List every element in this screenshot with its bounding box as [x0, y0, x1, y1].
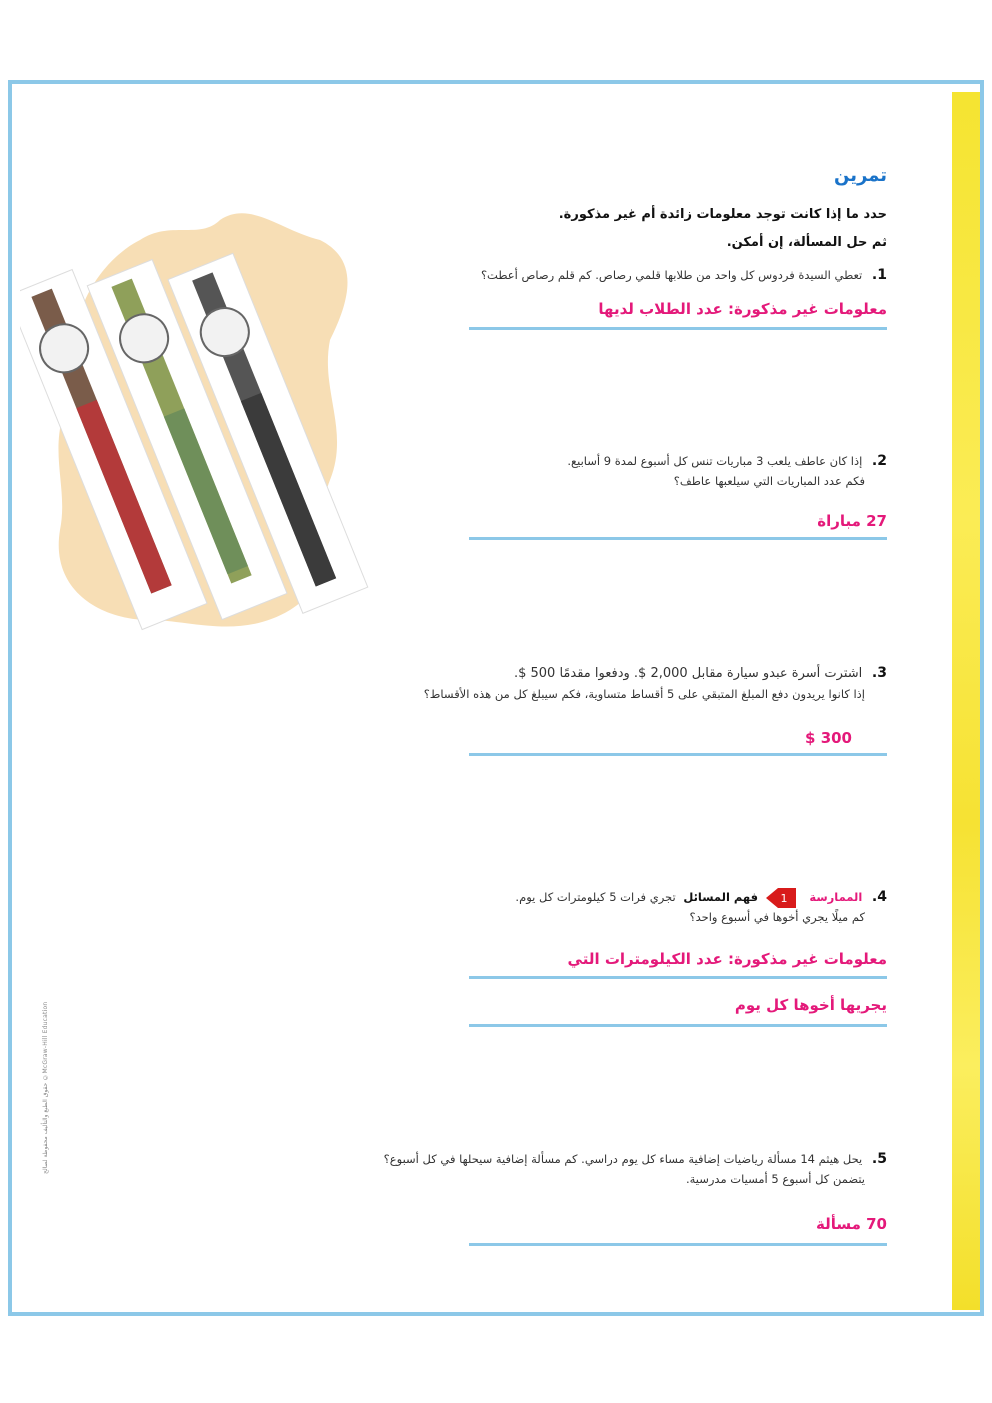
question-text: اشترت أسرة عبدو سيارة مقابل 2,000 $. ودفعوا مقدمًا 500 $.: [513, 666, 863, 681]
pencils-illustration: [20, 150, 420, 650]
answer-line: [469, 1024, 887, 1027]
practice-badge: [766, 888, 796, 908]
question-number: 1.: [871, 267, 887, 283]
answer-3: 300 $: [805, 729, 852, 747]
question-text: إذا كان عاطف يلعب 3 مباريات تنس كل أسبوع لمدة 9 أسابيع.: [567, 454, 863, 468]
question-2: [227, 450, 887, 491]
question-1: [227, 264, 887, 286]
answer-line: [469, 537, 887, 540]
instruction-line-1: حدد ما إذا كانت توجد معلومات زائدة أم غير مذكورة.: [558, 207, 887, 222]
svg-text:1: 1: [780, 891, 788, 905]
question-number: 4.: [871, 889, 887, 905]
question-text: يتضمن كل أسبوع 5 أمسيات مدرسية.: [685, 1172, 865, 1187]
page-title: تمرين: [834, 165, 887, 186]
red-arrow-icon: [766, 888, 796, 908]
answer-line: [469, 1243, 887, 1246]
answer-4-line-2: يجريها أخوها كل يوم: [734, 996, 887, 1014]
understand-problems-label: فهم المسائل: [683, 890, 759, 904]
question-5: [227, 1148, 887, 1189]
question-text: تعطي السيدة فردوس كل واحد من طلابها قلمي رصاص. كم قلم رصاص أعطت؟: [480, 268, 863, 282]
question-text: يحل هيثم 14 مسألة رياضيات إضافية مساء كل يوم دراسي. كم مسألة إضافية سيحلها في كل أسبوع؟: [383, 1152, 863, 1166]
question-number: 3.: [871, 665, 887, 681]
question-3: [227, 662, 887, 703]
answer-line: [469, 976, 887, 979]
question-text: فكم عدد المباريات التي سيلعبها عاطف؟: [673, 474, 865, 489]
answer-line: [469, 753, 887, 756]
question-4: [227, 886, 887, 927]
copyright-note: McGraw-Hill Education ‎© حقوق الطبع والتأليف محفوظة لصالح: [42, 1000, 49, 1175]
yellow-side-strip: [952, 92, 980, 1310]
question-text: إذا كانوا يريدون دفع المبلغ المتبقي على 5 أقساط متساوية، فكم سيبلغ كل من هذه الأقساط؟: [423, 686, 865, 701]
practice-label: الممارسة: [809, 890, 863, 904]
question-number: 2.: [871, 453, 887, 469]
question-text: كم ميلًا يجري أخوها في أسبوع واحد؟: [689, 910, 865, 925]
question-number: 5.: [871, 1151, 887, 1167]
answer-5: 70 مسألة: [815, 1215, 887, 1233]
question-text: تجري فرات 5 كيلومترات كل يوم.: [515, 890, 676, 904]
answer-1: معلومات غير مذكورة: عدد الطلاب لديها: [598, 300, 887, 318]
answer-2: 27 مباراة: [817, 512, 887, 530]
answer-line: [469, 327, 887, 330]
instruction-line-2: ثم حل المسألة، إن أمكن.: [726, 235, 887, 250]
answer-4-line-1: معلومات غير مذكورة: عدد الكيلومترات التي: [567, 950, 887, 968]
